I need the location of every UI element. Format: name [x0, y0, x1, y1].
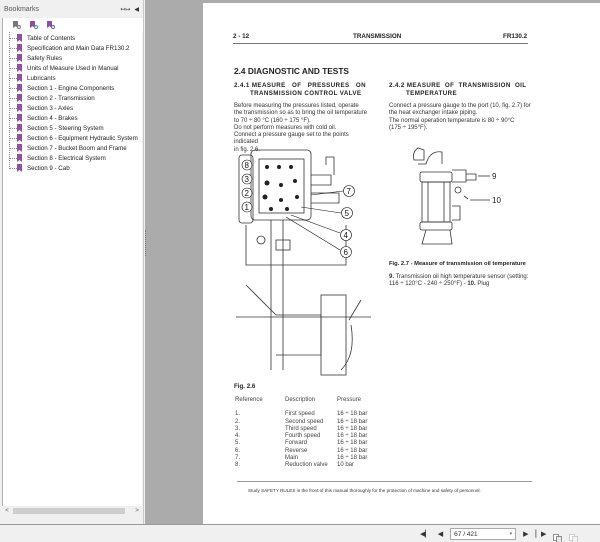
bookmark-icon [17, 64, 22, 72]
table-header: Reference Description Pressure [235, 397, 362, 403]
scroll-left-icon[interactable]: < [5, 508, 9, 514]
svg-text:1: 1 [244, 203, 249, 212]
expand-icon[interactable]: ↤↦ [120, 6, 131, 13]
pressure-table [235, 397, 397, 470]
table-row: 7. Main 16 ÷ 18 bar [235, 455, 368, 462]
table-row: 8. Reduction valve 10 bar [235, 462, 355, 469]
bookmark-item-section-3[interactable]: Section 3 - Axles [3, 103, 142, 113]
bookmark-icon [17, 104, 22, 112]
header-rule [233, 43, 528, 44]
previous-view-icon[interactable] [553, 530, 562, 539]
bookmark-icon [17, 34, 22, 42]
chapter-header: TRANSMISSION [353, 33, 402, 40]
svg-text:8: 8 [244, 161, 249, 170]
bookmark-item-table-of-contents[interactable]: Table of Contents [3, 33, 142, 43]
bookmark-icon [17, 124, 22, 132]
bookmark-icon [17, 144, 22, 152]
bookmark-item-units[interactable]: Units of Measure Used in Manual [3, 63, 142, 73]
table-row: 5. Forward 16 ÷ 18 bar [235, 440, 368, 447]
bookmark-item-section-8[interactable]: Section 8 - Electrical System [3, 153, 142, 163]
document-viewport[interactable] [145, 0, 600, 524]
page-footer: Study SAFETY RULES in the front of this manual thoroughly for the protection of machine and safety of personnel. [248, 488, 481, 493]
bookmarks-toolbar [2, 18, 143, 32]
bookmark-icon [17, 94, 22, 102]
scrollbar-thumb[interactable] [13, 508, 125, 514]
svg-text:3: 3 [244, 175, 249, 184]
bookmark-icon [17, 154, 22, 162]
oil-cooler-diagram [408, 146, 508, 256]
bookmarks-title: Bookmarks [4, 5, 40, 13]
bookmark-icon [17, 54, 22, 62]
bookmark-item-lubricants[interactable]: Lubricants [3, 73, 142, 83]
subsection-2-4-2-title: 2.4.2 MEASURE OF TRANSMISSION OIL TEMPERATURE [389, 82, 527, 97]
bookmark-icon [17, 74, 22, 82]
svg-text:5: 5 [344, 209, 349, 218]
table-row: 6. Reverse 16 ÷ 18 bar [235, 447, 368, 454]
model-header: FR130.2 [503, 33, 528, 40]
subsection-2-4-2-text: Connect a pressure gauge to the port (10, fig. 2.7) for the heat exchanger intake piping. The normal operation temperature is 80 ÷ 90°C (175 ÷ 195°F). [389, 103, 531, 131]
collapse-panel-icon[interactable]: ◀ [134, 6, 139, 13]
navigation-bar [0, 524, 600, 542]
page-number-header: 2 - 12 [233, 33, 250, 40]
bookmark-item-section-6[interactable]: Section 6 - Equipment Hydraulic System [3, 133, 142, 143]
bookmark-expand-icon[interactable] [29, 21, 36, 29]
table-row: 1. First speed 16 ÷ 18 bar [235, 411, 368, 418]
bookmark-item-section-9[interactable]: Section 9 - Cab [3, 163, 142, 173]
svg-text:7: 7 [346, 187, 351, 196]
bookmark-icon [17, 44, 22, 52]
svg-text:9: 9 [492, 172, 497, 181]
bookmark-icon [17, 114, 22, 122]
bookmark-item-specification[interactable]: Specification and Main Data FR130.2 [3, 43, 142, 53]
bookmark-item-section-1[interactable]: Section 1 - Engine Components [3, 83, 142, 93]
figure-2-7-legend: 9. Transmission oil high temperature sensor (setting: 116 ÷ 120°C - 240 ÷ 250°F) - 10. Plug [389, 274, 529, 288]
tree-connector [9, 32, 10, 169]
bookmark-options-icon[interactable] [12, 21, 19, 29]
bookmark-icon [17, 134, 22, 142]
subsection-2-4-1-text: Before measuring the pressures listed, operate the transmission so as to bring the oil temperature to 70 ÷ 80 °C (160 ÷ 175 °F). Do not perform measures with cold oil. Connect a pressure gauge set to the points indicated in fig. 2.6. [234, 103, 368, 153]
control-valve-diagram [231, 145, 371, 377]
table-row: 3. Third speed 16 ÷ 18 bar [235, 425, 368, 432]
figure-2-6-caption: Fig. 2.6 [234, 383, 256, 390]
bookmarks-panel [0, 0, 144, 524]
bookmarks-horizontal-scrollbar[interactable] [2, 506, 142, 516]
bookmark-icon [17, 164, 22, 172]
scroll-right-icon[interactable]: > [135, 508, 139, 514]
svg-text:4: 4 [343, 231, 348, 240]
bookmark-item-section-2[interactable]: Section 2 - Transmission [3, 93, 142, 103]
page-number-input[interactable]: 67 / 421 ▾ [450, 528, 516, 540]
prev-page-icon[interactable]: ◀ [437, 531, 444, 538]
bookmark-item-section-5[interactable]: Section 5 - Steering System [3, 123, 142, 133]
next-view-icon[interactable] [569, 530, 578, 539]
last-page-icon[interactable]: ▏▶ [535, 531, 547, 538]
bookmark-item-safety-rules[interactable]: Safety Rules [3, 53, 142, 63]
bookmarks-header [0, 0, 143, 18]
pdf-page [203, 3, 600, 524]
subsection-2-4-1-title: 2.4.1 MEASURE OF PRESSURES ON TRANSMISSION CONTROL VALVE [234, 82, 366, 97]
table-row: 2. Second speed 16 ÷ 18 bar [235, 418, 368, 425]
bookmark-icon [17, 84, 22, 92]
footer-rule [237, 481, 532, 482]
table-row: 4. Fourth speed 16 ÷ 18 bar [235, 433, 368, 440]
bookmark-item-section-4[interactable]: Section 4 - Brakes [3, 113, 142, 123]
figure-2-7-caption: Fig. 2.7 - Measure of transmission oil temperature [389, 261, 526, 267]
bookmark-item-section-7[interactable]: Section 7 - Bucket Boom and Frame [3, 143, 142, 153]
panel-splitter-handle[interactable] [145, 230, 147, 256]
first-page-icon[interactable]: ◀▏ [420, 531, 431, 538]
chevron-down-icon[interactable]: ▾ [509, 531, 513, 537]
next-page-icon[interactable]: ▶ [523, 531, 529, 538]
svg-text:10: 10 [492, 196, 501, 205]
svg-text:2: 2 [244, 189, 249, 198]
bookmarks-tree [2, 32, 142, 506]
svg-text:6: 6 [343, 248, 348, 257]
section-title: 2.4 DIAGNOSTIC AND TESTS [234, 66, 349, 76]
bookmark-find-icon[interactable] [46, 21, 53, 29]
